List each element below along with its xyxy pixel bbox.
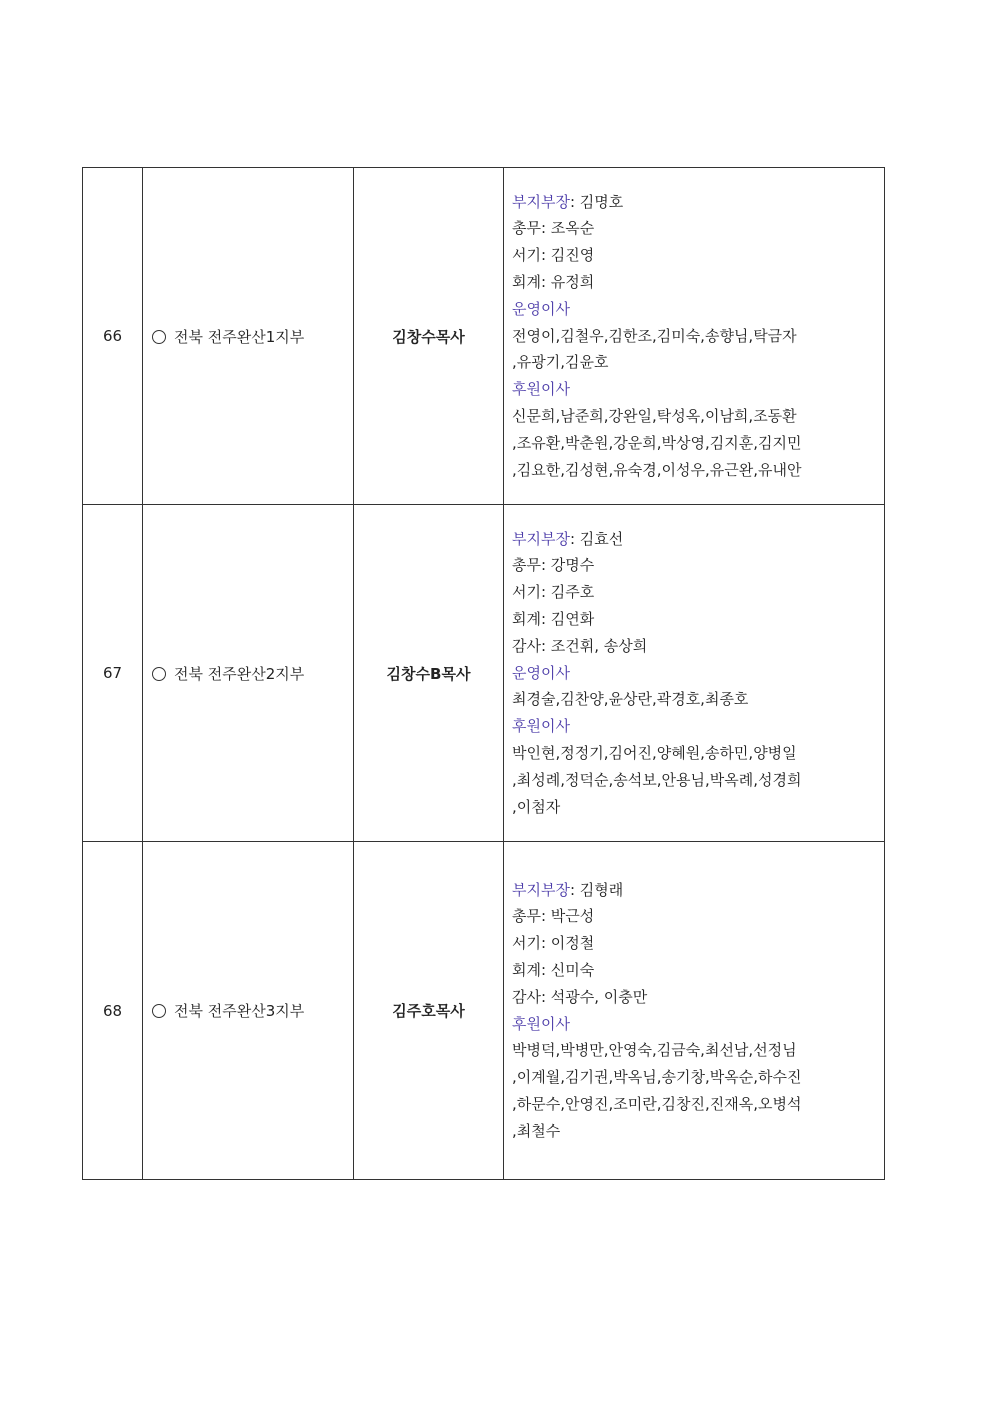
detail-text: ,유광기,김윤호: [512, 353, 609, 372]
detail-line: [512, 1064, 884, 1091]
detail-line: [512, 984, 884, 1011]
detail-line: [512, 606, 884, 633]
officer-details: [504, 505, 885, 842]
detail-line: [512, 660, 884, 687]
role-label: 운영이사: [512, 299, 570, 318]
circle-outline-icon: [152, 1004, 166, 1018]
detail-text: 총무: 박근성: [512, 907, 595, 926]
table-row: [83, 842, 885, 1180]
detail-line: [512, 1037, 884, 1064]
detail-text: 서기: 김진영: [512, 246, 595, 265]
detail-line: [512, 579, 884, 606]
circle-outline-icon: [152, 330, 166, 344]
detail-text: 박병덕,박병만,안영숙,김금숙,최선남,선정님: [512, 1041, 797, 1060]
circle-outline-icon: [152, 667, 166, 681]
detail-text: 박인현,정정기,김어진,양혜원,송하민,양병일: [512, 743, 797, 762]
pastor-name: 김창수목사: [354, 168, 504, 505]
detail-text: 감사: 석광수, 이충만: [512, 987, 648, 1006]
detail-text: 서기: 이정철: [512, 934, 595, 953]
detail-line: [512, 957, 884, 984]
detail-line: [512, 552, 884, 579]
branch-officers-table: [82, 167, 885, 1180]
detail-line: [512, 376, 884, 403]
detail-line: [512, 242, 884, 269]
detail-text: : 김형래: [569, 880, 624, 899]
role-label: 후원이사: [512, 717, 570, 736]
detail-line: [512, 526, 884, 553]
branch-cell: [143, 505, 354, 842]
detail-text: ,하문수,안영진,조미란,김창진,진재옥,오병석: [512, 1094, 802, 1113]
detail-text: ,이계월,김기권,박옥님,송기창,박옥순,하수진: [512, 1068, 802, 1087]
officer-details: [504, 168, 885, 505]
detail-text: 감사: 조건휘, 송상희: [512, 636, 648, 655]
role-label: 운영이사: [512, 663, 570, 682]
detail-text: ,최철수: [512, 1121, 561, 1140]
detail-line: [512, 269, 884, 296]
detail-text: 총무: 강명수: [512, 556, 595, 575]
detail-line: [512, 740, 884, 767]
detail-text: ,조유환,박춘원,강운희,박상영,김지훈,김지민: [512, 433, 802, 452]
detail-line: [512, 323, 884, 350]
branch-name: 전북 전주완산1지부: [174, 327, 305, 346]
role-label: 후원이사: [512, 1014, 570, 1033]
role-label: 부지부장: [512, 529, 570, 548]
detail-line: [512, 686, 884, 713]
detail-line: [512, 903, 884, 930]
branch-cell: [143, 842, 354, 1180]
detail-line: [512, 1118, 884, 1145]
detail-text: : 김효선: [569, 529, 624, 548]
table-row: [83, 505, 885, 842]
row-number: 68: [83, 842, 143, 1180]
detail-line: [512, 403, 884, 430]
branch-name: 전북 전주완산3지부: [174, 1002, 305, 1020]
pastor-name: 김창수B목사: [354, 505, 504, 842]
detail-line: [512, 1091, 884, 1118]
role-label: 후원이사: [512, 380, 570, 399]
detail-line: [512, 430, 884, 457]
role-label: 부지부장: [512, 880, 570, 899]
detail-line: [512, 349, 884, 376]
detail-line: [512, 633, 884, 660]
detail-line: [512, 1011, 884, 1038]
branch-cell: [143, 168, 354, 505]
row-number: 67: [83, 505, 143, 842]
detail-line: [512, 215, 884, 242]
detail-line: [512, 189, 884, 216]
pastor-name: 김주호목사: [354, 842, 504, 1180]
detail-text: 서기: 김주호: [512, 583, 595, 602]
detail-line: [512, 296, 884, 323]
detail-text: 총무: 조옥순: [512, 219, 595, 238]
detail-line: [512, 794, 884, 821]
row-number: 66: [83, 168, 143, 505]
detail-text: : 김명호: [569, 192, 624, 211]
detail-line: [512, 877, 884, 904]
detail-text: 회계: 신미숙: [512, 960, 595, 979]
detail-text: ,최성례,정덕순,송석보,안용님,박옥례,성경희: [512, 770, 802, 789]
detail-text: 전영이,김철우,김한조,김미숙,송향님,탁금자: [512, 326, 797, 345]
branch-name: 전북 전주완산2지부: [174, 664, 305, 683]
detail-line: [512, 767, 884, 794]
detail-line: [512, 930, 884, 957]
detail-text: ,이첨자: [512, 797, 561, 816]
role-label: 부지부장: [512, 192, 570, 211]
detail-text: 신문희,남준희,강완일,탁성옥,이남희,조동환: [512, 406, 797, 425]
detail-text: ,김요한,김성현,유숙경,이성우,유근완,유내안: [512, 460, 802, 479]
detail-text: 회계: 김연화: [512, 610, 595, 628]
detail-text: 최경술,김찬양,윤상란,곽경호,최종호: [512, 690, 749, 709]
officer-details: [504, 842, 885, 1180]
table-row: [83, 168, 885, 505]
detail-text: 회계: 유정희: [512, 273, 595, 291]
detail-line: [512, 457, 884, 484]
detail-line: [512, 713, 884, 740]
